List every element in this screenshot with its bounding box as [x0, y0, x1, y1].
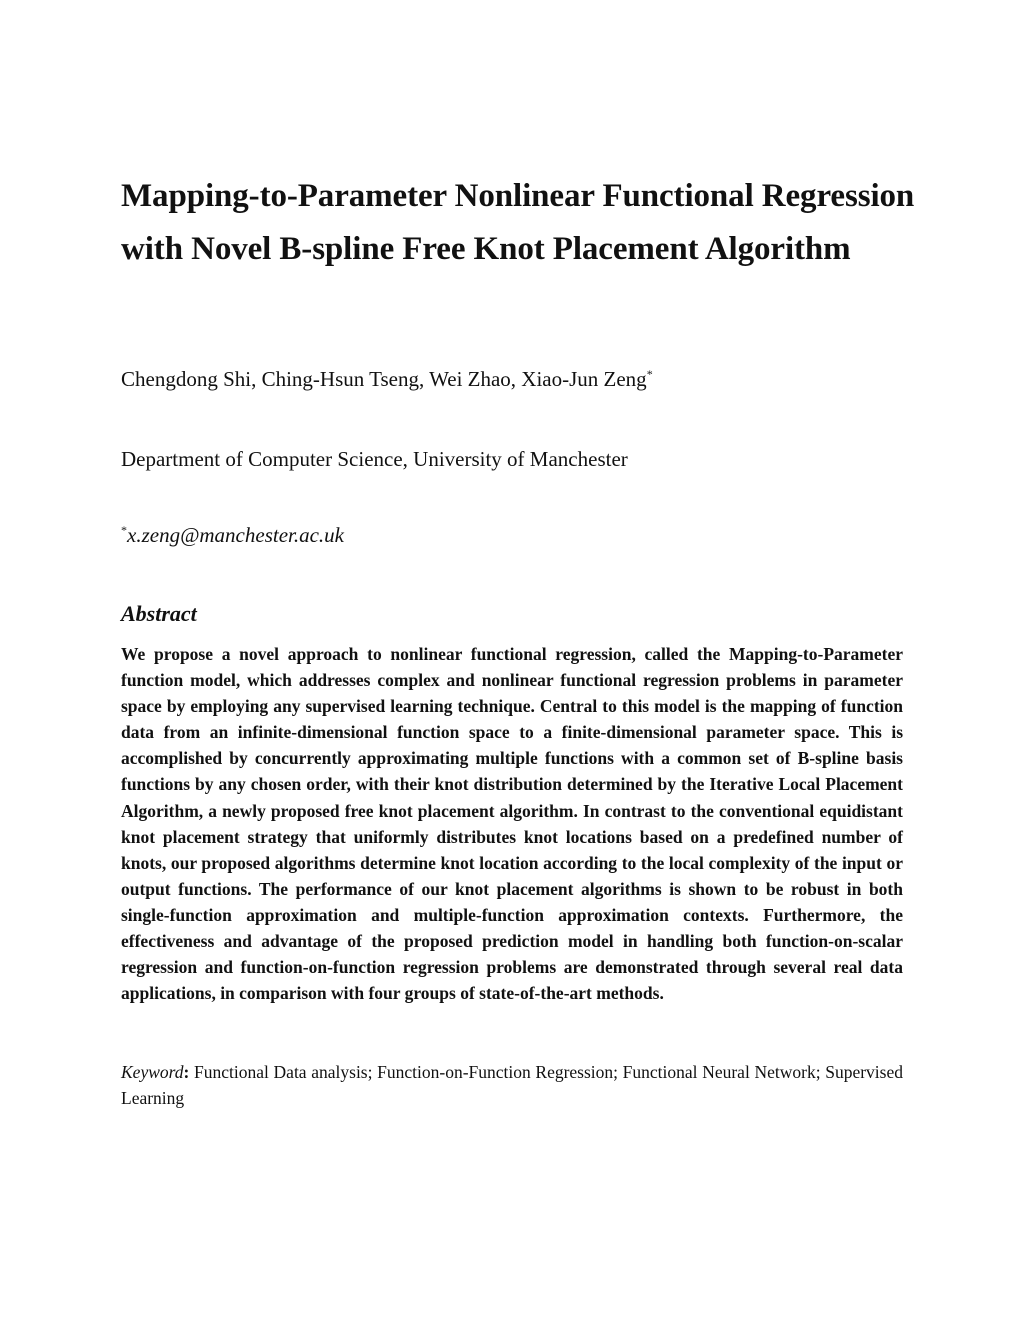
abstract-text: We propose a novel approach to nonlinear functional regression, called the Mapping-to-Parameter function model, which addresses complex and nonlinear functional regression problems in parameter space by employing any supervised learning technique. Central to this model is the mapping of function data from an infinite-dimensional function space to a finite-dimensional parameter space. This is accomplished by concurrently approximating multiple functions with a common set of B-spline basis functions by any chosen order, with their knot distribution determined by the Iterative Local Placement Algorithm, a newly proposed free knot placement algorithm. In contrast to the conventional equidistant knot placement strategy that uniformly distributes knot locations based on a predefined number of knots, our proposed algorithms determine knot location according to the local complexity of the input or output functions. The performance of our knot placement algorithms is shown to be robust in both single-function approximation and multiple-function approximation contexts. Furthermore, the effectiveness and advantage of the proposed prediction model in handling both function-on-scalar regression and function-on-function regression problems are demonstrated through several real data applications, in comparison with four groups of state-of-the-art methods.	[121, 644, 903, 1004]
abstract-heading: Abstract	[121, 601, 197, 626]
paper-title: Mapping-to-Parameter Nonlinear Functional Regression with Novel B-spline Free Knot Placement Algorithm	[121, 178, 915, 267]
author-list	[121, 363, 921, 395]
email-address: x.zeng@manchester.ac.uk	[127, 523, 345, 547]
keywords	[121, 1059, 903, 1111]
keyword-list: Functional Data analysis; Function-on-Function Regression; Functional Neural Network; Supervised Learning	[121, 1062, 903, 1109]
email-mark: *	[121, 523, 127, 537]
affiliation: Department of Computer Science, University of Manchester	[121, 447, 628, 471]
keyword-colon: :	[183, 1062, 190, 1082]
author-names: Chengdong Shi, Ching-Hsun Tseng, Wei Zhao, Xiao-Jun Zeng	[121, 367, 647, 391]
corresponding-email	[121, 519, 921, 551]
keyword-label: Keyword	[121, 1062, 184, 1082]
corresponding-author-mark: *	[646, 367, 653, 381]
